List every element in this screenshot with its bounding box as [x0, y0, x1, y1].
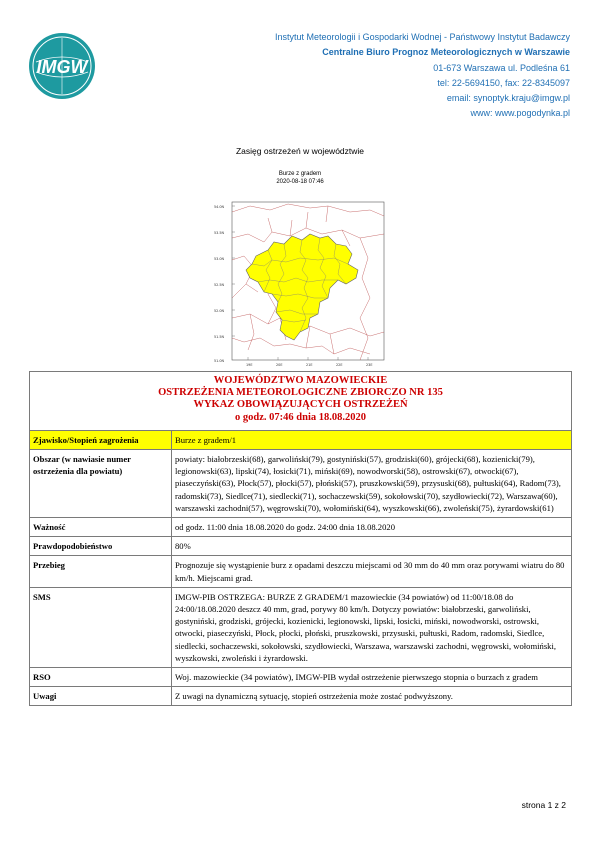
x-tick-label: 21E — [306, 363, 313, 367]
table-title — [30, 372, 572, 431]
y-tick-label: 53.0N — [214, 257, 225, 261]
website[interactable]: www: www.pogodynka.pl — [470, 108, 570, 119]
validity-value: od godz. 11:00 dnia 18.08.2020 do godz. 24:00 dnia 18.08.2020 — [172, 518, 572, 537]
x-tick-label: 23E — [366, 363, 373, 367]
course-label: Przebieg — [30, 556, 172, 587]
imgw-logo — [28, 32, 96, 100]
warning-map — [210, 170, 390, 368]
phenomenon-value: Burze z gradem/1 — [172, 430, 572, 449]
sms-value: IMGW-PIB OSTRZEGA: BURZE Z GRADEM/1 mazowieckie (34 powiatów) od 11:00/18.08 do 24:00/18.08.2020 deszcz 40 mm, grad, porywy 80 km/h. Dotyczy powiatów: białobrzeski, garwoliński, gostyniński, grodziski, grójecki, kozienicki, legionowski, lipski, łosicki, miński, nowodworski, ostrowski, otwocki, piaseczyński, Płock, płocki, płoński, pruszkowski, przysuski, pułtuski, Radom, radomski, Siedlce, siedlecki, sochaczewski, sokołowski, szydłowiecki, Warszawa, warszawski zachodni, węgrowski, wołomiński, wyszkowski, zwoleński i żyrardowski. — [172, 587, 572, 667]
table-title-row — [30, 372, 572, 431]
y-tick-label: 53.5N — [214, 231, 225, 235]
remarks-label: Uwagi — [30, 687, 172, 706]
area-value: powiaty: białobrzeski(68), garwoliński(79), gostyniński(57), grodziski(60), grójecki(68), kozienicki(79), legionowski(63), lipski(74), łosicki(71), miński(69), nowodworski(58), ostrowski(67), otwocki(67), piaseczyński(63), Płock(57), płocki(57), płoński(57), pruszkowski(59), przysuski(68), pułtuski(64), Radom(73), radomski(73), Siedlce(71), siedlecki(71), sochaczewski(59), sokołowski(70), szydłowiecki(72), Warszawa(60), warszawski zachodni(57), węgrowski(70), wołomiński(64), wyszkowski(66), zwoleński(75), żyrardowski(61) — [172, 450, 572, 518]
map-caption — [210, 170, 390, 186]
y-tick-label: 52.5N — [214, 283, 225, 287]
table-row — [30, 687, 572, 706]
table-row — [30, 537, 572, 556]
office-name: Centralne Biuro Prognoz Meteorologicznych w Warszawie — [322, 47, 570, 58]
x-tick-label: 20E — [276, 363, 283, 367]
map-caption-date: 2020-08-18 07:46 — [276, 179, 324, 185]
sms-label: SMS — [30, 587, 172, 667]
remarks-value: Z uwagi na dynamiczną sytuację, stopień ostrzeżenia może zostać podwyższony. — [172, 687, 572, 706]
table-row — [30, 587, 572, 667]
y-tick-label: 54.0N — [214, 205, 225, 209]
table-row — [30, 450, 572, 518]
title-voivodeship: WOJEWÓDZTWO MAZOWIECKIE — [213, 375, 388, 386]
probability-value: 80% — [172, 537, 572, 556]
rso-label: RSO — [30, 668, 172, 687]
warnings-table — [29, 371, 572, 706]
probability-label: Prawdopodobieństwo — [30, 537, 172, 556]
x-tick-label: 19E — [246, 363, 253, 367]
title-list: WYKAZ OBOWIĄZUJĄCYCH OSTRZEŻEŃ — [193, 399, 408, 411]
phenomenon-label: Zjawisko/Stopień zagrożenia — [30, 430, 172, 449]
rso-value: Woj. mazowieckie (34 powiatów), IMGW-PIB wydał ostrzeżenie pierwszego stopnia o burzach z gradem — [172, 668, 572, 687]
title-bulletin: OSTRZEŻENIA METEOROLOGICZNE ZBIORCZO NR 135 — [158, 387, 443, 399]
course-value: Prognozuje się wystąpienie burz z opadami deszczu miejscami od 30 mm do 40 mm oraz porywami wiatru do 80 km/h. Miejscami grad. — [172, 556, 572, 587]
address: 01-673 Warszawa ul. Podleśna 61 — [433, 62, 570, 73]
x-tick-label: 22E — [336, 363, 343, 367]
y-tick-label: 51.5N — [214, 335, 225, 339]
table-row — [30, 518, 572, 537]
email[interactable]: email: synoptyk.kraju@imgw.pl — [446, 93, 570, 104]
map-figure — [210, 198, 390, 368]
table-row — [30, 430, 572, 449]
institute-header — [275, 30, 570, 122]
map-caption-phenomenon: Burze z gradem — [278, 171, 322, 177]
phone-fax: tel: 22-5694150, fax: 22-8345097 — [437, 77, 570, 88]
table-row — [30, 668, 572, 687]
table-row — [30, 556, 572, 587]
validity-label: Ważność — [30, 518, 172, 537]
page-number: strona 1 z 2 — [521, 800, 566, 810]
y-tick-label: 52.0N — [214, 309, 225, 313]
area-label: Obszar (w nawiasie numer ostrzeżenia dla powiatu) — [30, 450, 172, 518]
map-title: Zasięg ostrzeżeń w województwie — [235, 146, 365, 156]
title-time: o godz. 07:46 dnia 18.08.2020 — [235, 411, 366, 423]
institute-name: Instytut Meteorologii i Gospodarki Wodnej - Państwowy Instytut Badawczy — [275, 32, 570, 42]
y-tick-label: 51.0N — [214, 359, 225, 363]
logo-text: IMGW — [36, 57, 88, 77]
